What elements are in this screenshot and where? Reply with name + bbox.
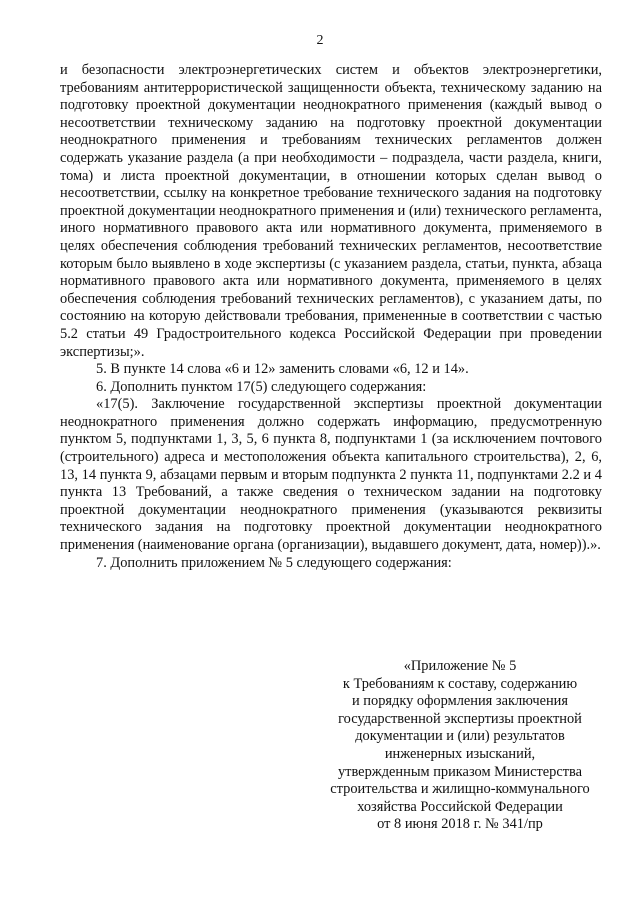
paragraph-item-17-5: «17(5). Заключение государственной экспертизы проектной документации неоднократного применения должно содержать информацию, предусмотренную пунктом 5, подпунктами 1, 3, 5, 6 пункта 8, подпунктами 1 (за исключением почтового (строительного) адреса и местоположения объекта капитального строительства), 2, 6, 13, 14 пункта 9, абзацами первым и вторым подпункта 2 пункта 11, подпунктами 2.2 и 4 пункта 13 Требований, а также сведения о техническом задании на подготовку проектной документации неоднократного применения (указываются реквизиты технического задания на подготовку проектной документации неоднократного применения (наименование органа (организации), выдавшего документ, дата, номер)).». bbox=[60, 396, 602, 554]
paragraph-item-6: 6. Дополнить пунктом 17(5) следующего содержания: bbox=[96, 378, 427, 395]
appendix-line: «Приложение № 5 bbox=[403, 658, 517, 674]
appendix-line: документации и (или) результатов bbox=[355, 728, 565, 745]
appendix-line: инженерных изысканий, bbox=[384, 745, 536, 762]
appendix-line: к Требованиям к составу, содержанию bbox=[342, 675, 578, 692]
paragraph-continuation: и безопасности электроэнергетических систем и объектов электроэнергетики, требованиям антитеррористической защищенности объекта, техническому заданию на подготовку проектной документации неоднократного применения (каждый вывод о несоответствии техническому заданию на подготовку проектной документации неоднократного применения и требованиям технических регламентов должен содержать указание раздела (а при необходимости – подраздела, части раздела, книги, тома) и листа проектной документации, в отношении которых сделан вывод о несоответствии, ссылку на конкретное требование технического задания на подготовку проектной документации неоднократного применения и (или) технического регламента, иного нормативного правового акта или нормативного документа, применяемого в целях обеспечения соблюдения требований технических регламентов, несоответствие которым было выявлено в ходе экспертизы (с указанием раздела, статьи, пункта, абзаца нормативного правового акта или нормативного документа, применяемого в целях обеспечения соблюдения требований технических регламентов), с указанием даты, по состоянию на которую действовали требования, примененные в соответствии с частью 5.2 статьи 49 Градостроительного кодекса Российской Федерации при проведении экспертизы;». bbox=[60, 62, 602, 360]
appendix-line: строительства и жилищно-коммунального bbox=[330, 781, 590, 798]
paragraph-item-5: 5. В пункте 14 слова «6 и 12» заменить словами «6, 12 и 14». bbox=[96, 361, 469, 378]
appendix-line: и порядку оформления заключения bbox=[352, 693, 568, 710]
appendix-header bbox=[320, 658, 600, 834]
page-number: 2 bbox=[316, 33, 324, 48]
document-body bbox=[60, 62, 602, 572]
appendix-line: хозяйства Российской Федерации bbox=[357, 798, 563, 815]
appendix-line: от 8 июня 2018 г. № 341/пр bbox=[377, 816, 543, 833]
paragraph-item-7: 7. Дополнить приложением № 5 следующего содержания: bbox=[96, 554, 452, 571]
appendix-line: государственной экспертизы проектной bbox=[338, 710, 582, 727]
appendix-line: утвержденным приказом Министерства bbox=[337, 763, 582, 780]
